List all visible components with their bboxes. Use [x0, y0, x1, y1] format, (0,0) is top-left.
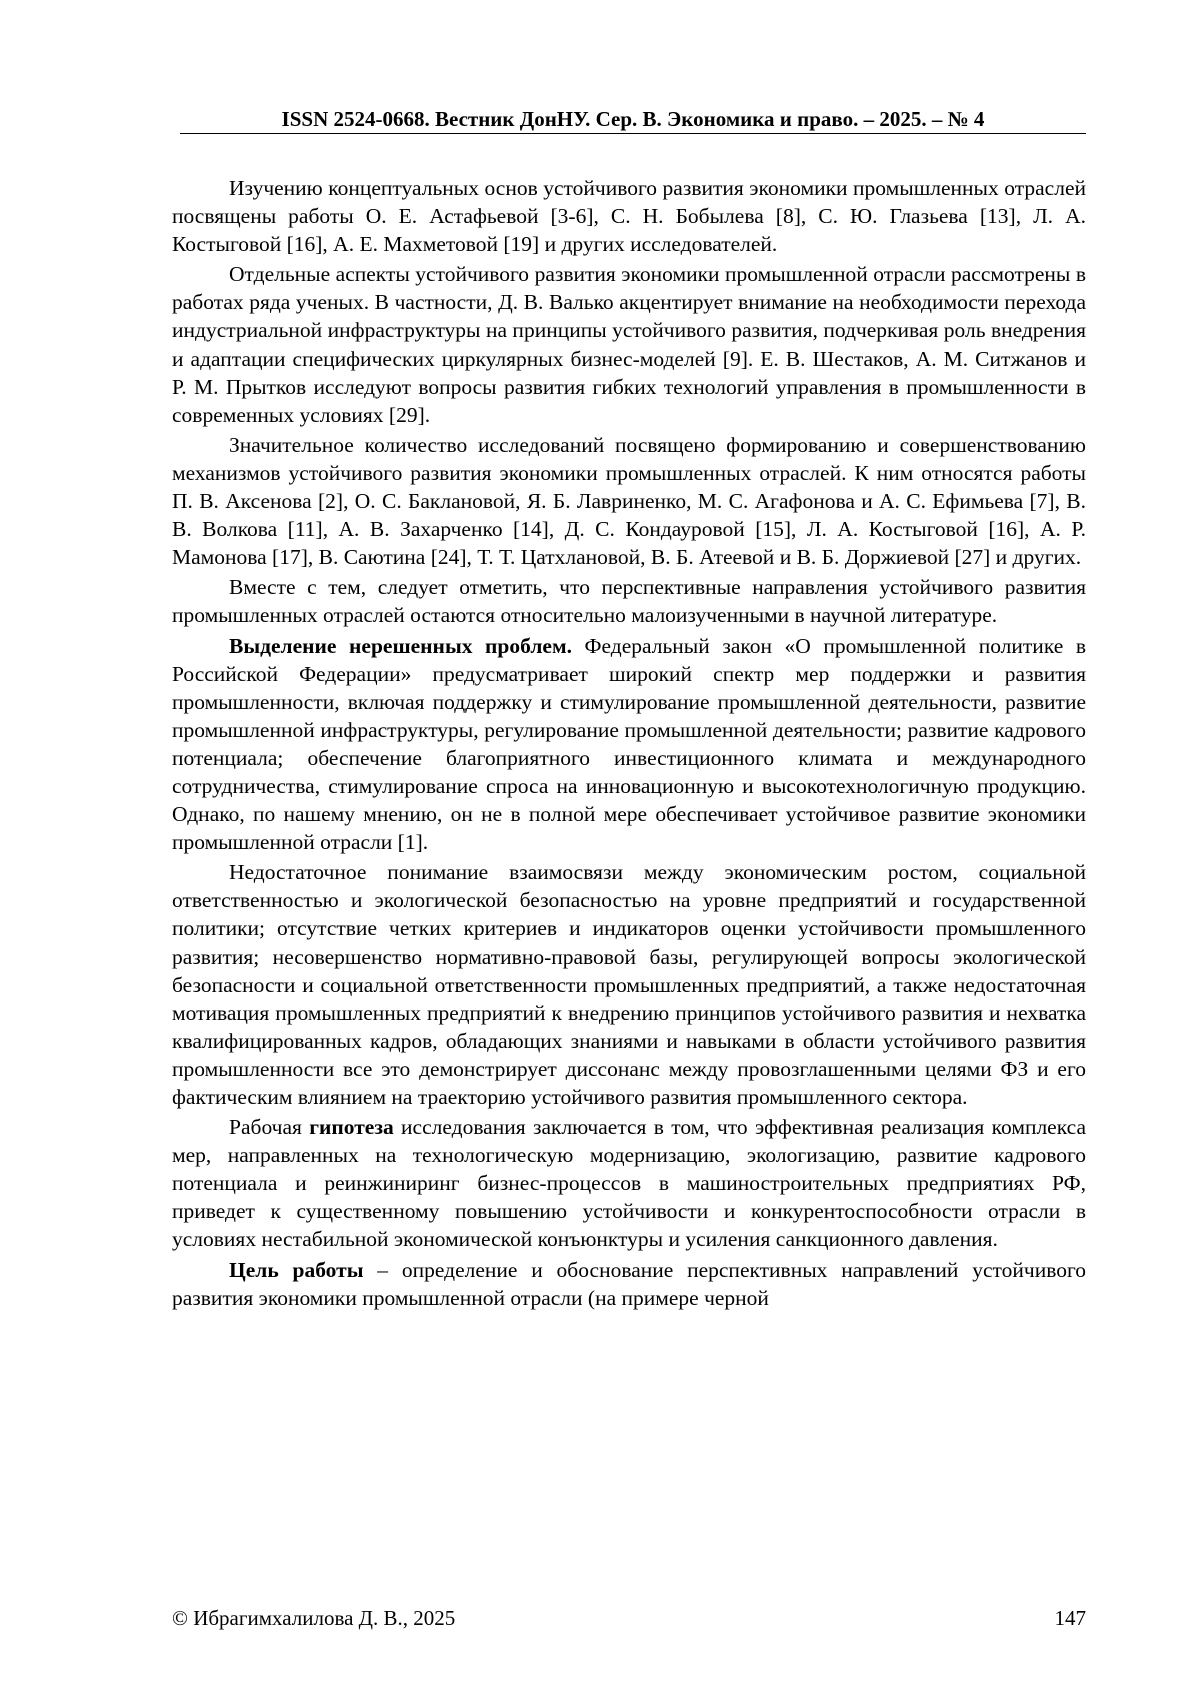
paragraph-goal: [172, 1256, 1086, 1312]
paragraph-literature-review: [172, 174, 1086, 258]
paragraph-underexplored: [172, 573, 1086, 629]
paragraph-text: Вместе с тем, следует отметить, что перспективные направления устойчивого развития промышленных отраслей остаются относительно малоизученными в научной литературе.: [172, 575, 1086, 628]
page-number: 147: [1054, 1606, 1086, 1630]
paragraph-text: Изучению концептуальных основ устойчивого развития экономики промышленных отраслей посвящены работы О. Е. Астафьевой [3-6], С. Н. Бобылева [8], С. Ю. Глазьева [13], Л. А. Костыговой [16], А. Е. Махметовой [19] и других исследователей.: [172, 176, 1086, 257]
paragraph-lead-text: Рабочая: [229, 1115, 310, 1140]
term-goal: Цель работы: [229, 1257, 364, 1282]
paragraph-mechanisms-studies: [172, 431, 1086, 571]
paragraph-text: Недостаточное понимание взаимосвязи между экономическим ростом, социальной ответственностью и экологической безопасностью на уровне предприятий и государственной политики; отсутствие четких критериев и индикаторов оценки устойчивости промышленного развития; несовершенство нормативно-правовой базы, регулирующей вопросы экологической безопасности и социальной ответственности промышленных предприятий, а также недостаточная мотивация промышленных предприятий к внедрению принципов устойчивого развития и нехватка квалифицированных кадров, обладающих знаниями и навыками в области устойчивого развития промышленности все это демонстрирует диссонанс между провозглашенными целями ФЗ и его фактическим влиянием на траекторию устойчивого развития промышленного сектора.: [172, 860, 1086, 1109]
paragraph-text: Федеральный закон «О промышленной политике в Российской Федерации» предусматривает широкий спектр мер поддержки и развития промышленности, включая поддержку и стимулирование промышленной деятельности, развитие промышленной инфраструктуры, регулирование промышленной деятельности; развитие кадрового потенциала; обеспечение благоприятного инвестиционного климата и международного сотрудничества, стимулирование спроса на инновационную и высокотехнологичную продукцию. Однако, по нашему мнению, он не в полной мере обеспечивает устойчивое развитие экономики промышленной отрасли [1].: [172, 633, 1086, 855]
paragraph-text: исследования заключается в том, что эффективная реализация комплекса мер, направленных на технологическую модернизацию, экологизацию, развитие кадрового потенциала и реинжиниринг бизнес-процессов в машиностроительных предприятиях РФ, приведет к существенному повышению устойчивости и конкурентоспособности отрасли в условиях нестабильной экономической конъюнктуры и усиления санкционного давления.: [172, 1115, 1086, 1252]
copyright-notice: © Ибрагимхалилова Д. В., 2025: [172, 1606, 456, 1630]
paragraph-text: Отдельные аспекты устойчивого развития экономики промышленной отрасли рассмотрены в работах ряда ученых. В частности, Д. В. Валько акцентирует внимание на необходимости перехода индустриальной инфраструктуры на принципы устойчивого развития, подчеркивая роль внедрения и адаптации специфических циркулярных бизнес-моделей [9]. Е. В. Шестаков, А. М. Ситжанов и Р. М. Прытков исследуют вопросы развития гибких технологий управления в промышленности в современных условиях [29].: [172, 262, 1086, 427]
article-body: [172, 174, 1086, 1312]
paragraph-text: – определение и обоснование перспективных направлений устойчивого развития экономики промышленной отрасли (на примере черной: [172, 1257, 1086, 1310]
running-header: ISSN 2524-0668. Вестник ДонНУ. Сер. В. Экономика и право. – 2025. – № 4: [180, 106, 1086, 134]
section-heading-unsolved-problems: Выделение нерешенных проблем.: [229, 633, 572, 658]
paragraph-text: Значительное количество исследований посвящено формированию и совершенствованию механизмов устойчивого развития экономики промышленных отраслей. К ним относятся работы П. В. Аксенова [2], О. С. Баклановой, Я. Б. Лавриненко, М. С. Агафонова и А. С. Ефимьева [7], В. В. Волкова [11], А. В. Захарченко [14], Д. С. Кондауровой [15], Л. А. Костыговой [16], А. Р. Мамонова [17], В. Саютина [24], Т. Т. Цатхлановой, В. Б. Атеевой и В. Б. Доржиевой [27] и других.: [172, 432, 1086, 570]
term-hypothesis: гипотеза: [309, 1115, 394, 1140]
paragraph-insufficient-understanding: [172, 858, 1086, 1111]
paragraph-unsolved-problems: [172, 632, 1086, 857]
paragraph-hypothesis: [172, 1113, 1086, 1253]
paragraph-separate-aspects: [172, 260, 1086, 429]
